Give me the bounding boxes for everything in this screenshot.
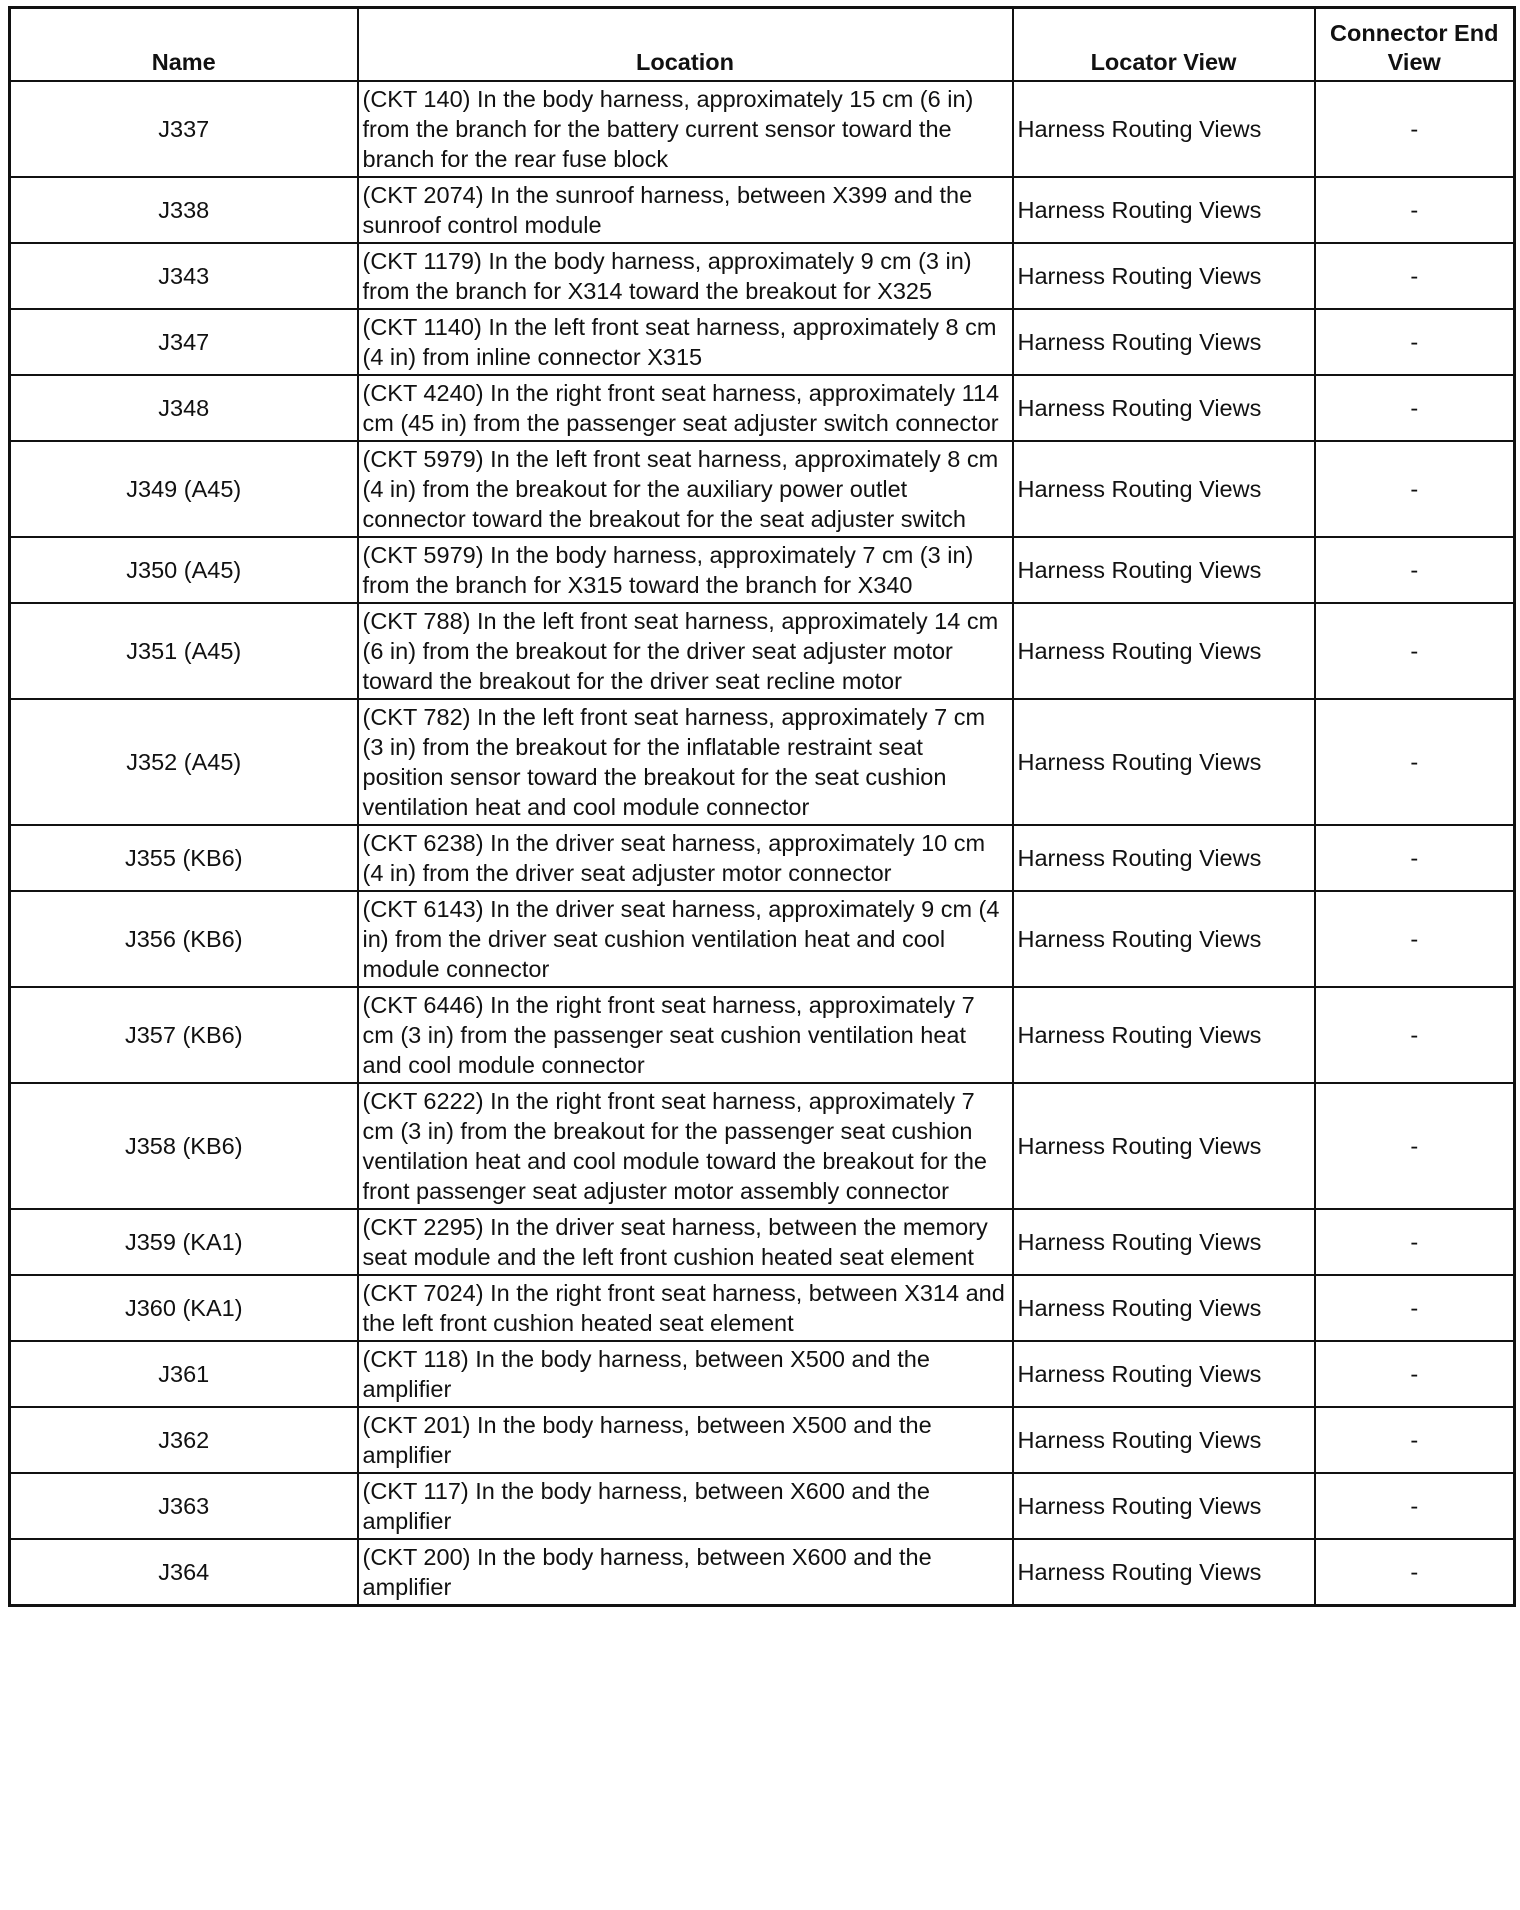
cell-name: J349 (A45) <box>10 441 358 537</box>
cell-name: J360 (KA1) <box>10 1275 358 1341</box>
cell-name: J348 <box>10 375 358 441</box>
cell-location: (CKT 200) In the body harness, between X600 and the amplifier <box>358 1539 1013 1606</box>
cell-connector-end-view: - <box>1315 1473 1515 1539</box>
cell-name: J351 (A45) <box>10 603 358 699</box>
cell-locator-view[interactable]: Harness Routing Views <box>1013 309 1315 375</box>
cell-connector-end-view: - <box>1315 441 1515 537</box>
cell-location: (CKT 6222) In the right front seat harness, approximately 7 cm (3 in) from the breakout for the passenger seat cushion ventilation heat and cool module toward the breakout for the front passenger seat adjuster motor assembly connector <box>358 1083 1013 1209</box>
cell-locator-view[interactable]: Harness Routing Views <box>1013 1473 1315 1539</box>
table-row <box>10 603 1515 699</box>
cell-connector-end-view: - <box>1315 309 1515 375</box>
cell-locator-view[interactable]: Harness Routing Views <box>1013 1083 1315 1209</box>
cell-location: (CKT 201) In the body harness, between X500 and the amplifier <box>358 1407 1013 1473</box>
document-page <box>8 6 1516 1607</box>
table-row <box>10 243 1515 309</box>
table-row <box>10 537 1515 603</box>
cell-locator-view[interactable]: Harness Routing Views <box>1013 375 1315 441</box>
table-row <box>10 1341 1515 1407</box>
cell-name: J356 (KB6) <box>10 891 358 987</box>
cell-location: (CKT 5979) In the body harness, approximately 7 cm (3 in) from the branch for X315 toward the branch for X340 <box>358 537 1013 603</box>
cell-locator-view[interactable]: Harness Routing Views <box>1013 891 1315 987</box>
cell-connector-end-view: - <box>1315 375 1515 441</box>
cell-name: J361 <box>10 1341 358 1407</box>
cell-locator-view[interactable]: Harness Routing Views <box>1013 243 1315 309</box>
cell-name: J355 (KB6) <box>10 825 358 891</box>
table-row <box>10 1275 1515 1341</box>
table-row <box>10 1083 1515 1209</box>
cell-location: (CKT 782) In the left front seat harness, approximately 7 cm (3 in) from the breakout for the inflatable restraint seat position sensor toward the breakout for the seat cushion ventilation heat and cool module connector <box>358 699 1013 825</box>
table-row <box>10 987 1515 1083</box>
table-row <box>10 375 1515 441</box>
cell-location: (CKT 1179) In the body harness, approximately 9 cm (3 in) from the branch for X314 toward the breakout for X325 <box>358 243 1013 309</box>
cell-locator-view[interactable]: Harness Routing Views <box>1013 1539 1315 1606</box>
cell-location: (CKT 788) In the left front seat harness, approximately 14 cm (6 in) from the breakout for the driver seat adjuster motor toward the breakout for the driver seat recline motor <box>358 603 1013 699</box>
cell-name: J350 (A45) <box>10 537 358 603</box>
header-connector-end-view: Connector End View <box>1315 8 1515 82</box>
cell-location: (CKT 7024) In the right front seat harness, between X314 and the left front cushion heated seat element <box>358 1275 1013 1341</box>
cell-name: J352 (A45) <box>10 699 358 825</box>
cell-locator-view[interactable]: Harness Routing Views <box>1013 537 1315 603</box>
cell-locator-view[interactable]: Harness Routing Views <box>1013 1275 1315 1341</box>
cell-location: (CKT 6446) In the right front seat harness, approximately 7 cm (3 in) from the passenger seat cushion ventilation heat and cool module connector <box>358 987 1013 1083</box>
cell-locator-view[interactable]: Harness Routing Views <box>1013 1209 1315 1275</box>
cell-name: J357 (KB6) <box>10 987 358 1083</box>
cell-name: J358 (KB6) <box>10 1083 358 1209</box>
cell-locator-view[interactable]: Harness Routing Views <box>1013 1407 1315 1473</box>
cell-location: (CKT 1140) In the left front seat harness, approximately 8 cm (4 in) from inline connector X315 <box>358 309 1013 375</box>
cell-location: (CKT 6143) In the driver seat harness, approximately 9 cm (4 in) from the driver seat cushion ventilation heat and cool module connector <box>358 891 1013 987</box>
table-header-row <box>10 8 1515 82</box>
table-row <box>10 177 1515 243</box>
cell-connector-end-view: - <box>1315 891 1515 987</box>
header-locator-view: Locator View <box>1013 8 1315 82</box>
cell-name: J338 <box>10 177 358 243</box>
table-row <box>10 441 1515 537</box>
cell-name: J359 (KA1) <box>10 1209 358 1275</box>
cell-connector-end-view: - <box>1315 1209 1515 1275</box>
table-row <box>10 1473 1515 1539</box>
table-row <box>10 891 1515 987</box>
table-row <box>10 1407 1515 1473</box>
cell-location: (CKT 117) In the body harness, between X600 and the amplifier <box>358 1473 1013 1539</box>
cell-connector-end-view: - <box>1315 177 1515 243</box>
cell-locator-view[interactable]: Harness Routing Views <box>1013 987 1315 1083</box>
cell-connector-end-view: - <box>1315 825 1515 891</box>
cell-connector-end-view: - <box>1315 987 1515 1083</box>
table-row <box>10 1209 1515 1275</box>
header-location: Location <box>358 8 1013 82</box>
table-row <box>10 825 1515 891</box>
cell-connector-end-view: - <box>1315 1083 1515 1209</box>
cell-locator-view[interactable]: Harness Routing Views <box>1013 1341 1315 1407</box>
cell-connector-end-view: - <box>1315 1407 1515 1473</box>
cell-name: J363 <box>10 1473 358 1539</box>
cell-connector-end-view: - <box>1315 1539 1515 1606</box>
cell-name: J337 <box>10 81 358 177</box>
cell-locator-view[interactable]: Harness Routing Views <box>1013 825 1315 891</box>
cell-locator-view[interactable]: Harness Routing Views <box>1013 177 1315 243</box>
table-row <box>10 699 1515 825</box>
cell-connector-end-view: - <box>1315 699 1515 825</box>
cell-location: (CKT 5979) In the left front seat harness, approximately 8 cm (4 in) from the breakout for the auxiliary power outlet connector toward the breakout for the seat adjuster switch <box>358 441 1013 537</box>
cell-connector-end-view: - <box>1315 537 1515 603</box>
connector-location-table <box>8 6 1516 1607</box>
table-row <box>10 81 1515 177</box>
cell-connector-end-view: - <box>1315 1341 1515 1407</box>
header-name: Name <box>10 8 358 82</box>
cell-location: (CKT 140) In the body harness, approximately 15 cm (6 in) from the branch for the battery current sensor toward the branch for the rear fuse block <box>358 81 1013 177</box>
cell-locator-view[interactable]: Harness Routing Views <box>1013 603 1315 699</box>
cell-name: J364 <box>10 1539 358 1606</box>
cell-name: J347 <box>10 309 358 375</box>
table-row <box>10 1539 1515 1606</box>
cell-location: (CKT 2295) In the driver seat harness, between the memory seat module and the left front cushion heated seat element <box>358 1209 1013 1275</box>
cell-locator-view[interactable]: Harness Routing Views <box>1013 441 1315 537</box>
cell-name: J362 <box>10 1407 358 1473</box>
cell-location: (CKT 2074) In the sunroof harness, between X399 and the sunroof control module <box>358 177 1013 243</box>
cell-location: (CKT 6238) In the driver seat harness, approximately 10 cm (4 in) from the driver seat adjuster motor connector <box>358 825 1013 891</box>
cell-connector-end-view: - <box>1315 81 1515 177</box>
cell-connector-end-view: - <box>1315 243 1515 309</box>
cell-locator-view[interactable]: Harness Routing Views <box>1013 81 1315 177</box>
cell-locator-view[interactable]: Harness Routing Views <box>1013 699 1315 825</box>
cell-name: J343 <box>10 243 358 309</box>
cell-location: (CKT 118) In the body harness, between X500 and the amplifier <box>358 1341 1013 1407</box>
cell-location: (CKT 4240) In the right front seat harness, approximately 114 cm (45 in) from the passenger seat adjuster switch connector <box>358 375 1013 441</box>
cell-connector-end-view: - <box>1315 1275 1515 1341</box>
cell-connector-end-view: - <box>1315 603 1515 699</box>
table-row <box>10 309 1515 375</box>
